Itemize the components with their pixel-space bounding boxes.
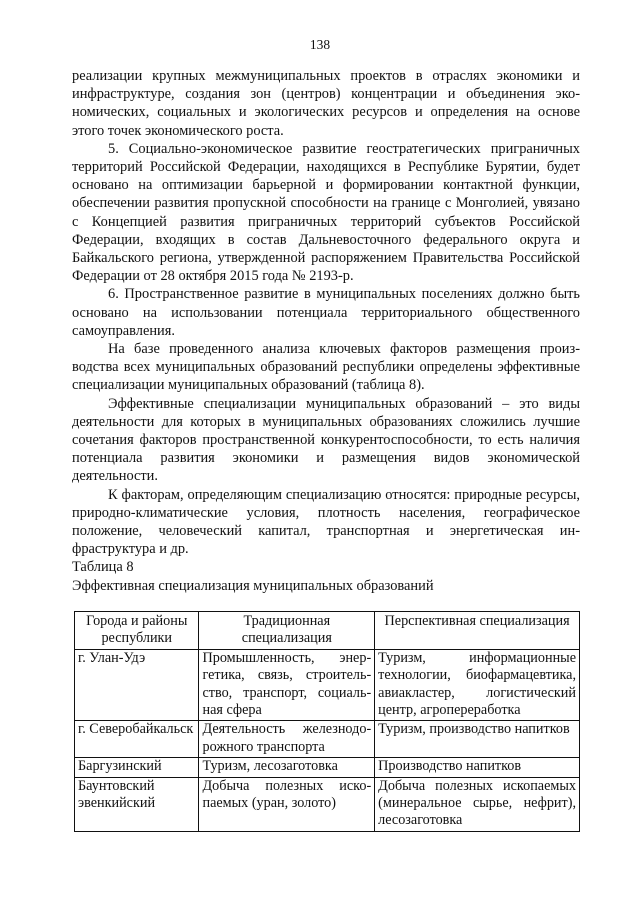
- table-cell: Баргузинский: [75, 758, 199, 777]
- table-cell: Промышленность, энергетика, связь, строительство, транспорт, социальная сфера: [199, 649, 375, 721]
- table-cell: Добыча полезных ископаемых (минеральное сырье, нефрит), лесозаготовка: [375, 777, 580, 831]
- column-header: Города и районы республики: [75, 611, 199, 649]
- specialization-table: [74, 611, 580, 832]
- table-cell: Туризм, лесозаготовка: [199, 758, 375, 777]
- paragraph: Эффективные специализации муниципальных образований – это виды деятельности для которых в муниципальных образованиях сложились лучшие сочетания факторов пространственной конкурентоспособности, то есть наличия потенциала развития экономики и размещения видов экономической деятельности.: [72, 395, 580, 485]
- table-label: Таблица 8: [72, 559, 134, 576]
- table-cell: Туризм, информационные технологии, биофармацевтика, авиакластер, логистический центр, агропереработка: [375, 649, 580, 721]
- paragraph: 5. Социально-экономическое развитие геостратегических приграничных территорий Российской Федерации, находящихся в Республике Бурятии, будет основано на оптимизации барьерной и формировании контактной функции, обеспечении развития пропускной способности на границе с Монголией, увязано с Концепцией развития приграничных территорий субъектов Российской Федерации, входящих в состав Дальневосточного федерального округа и Байкальского региона, утвержденной распоряжением Правительства Российской Федерации от 28 октября 2015 года № 2193-р.: [72, 140, 580, 285]
- table-cell: г. Северобайкальск: [75, 721, 199, 758]
- column-header: Традиционная специализация: [199, 611, 375, 649]
- table-cell: Туризм, производство напитков: [375, 721, 580, 758]
- column-header: Перспективная специализация: [375, 611, 580, 649]
- table-header-row: [75, 611, 580, 649]
- table-cell: Добыча полезных ископаемых (уран, золото): [199, 777, 375, 831]
- table-cell: Деятельность железнодорожного транспорта: [199, 721, 375, 758]
- paragraph: К факторам, определяющим специализацию относятся: природные ресурсы, природно-климатические условия, плотность населения, географическое положение, человеческий капитал, транспортная и энергетическая инфраструктура и др.: [72, 486, 580, 558]
- paragraph: На базе проведенного анализа ключевых факторов размещения производства всех муниципальных образований республики определены эффективные специализации муниципальных образований (таблица 8).: [72, 341, 580, 394]
- table-row: [75, 649, 580, 721]
- table-row: [75, 777, 580, 831]
- table-title: Эффективная специализация муниципальных образований: [72, 577, 434, 594]
- page-number: 138: [309, 37, 331, 52]
- table-cell: Баунтовский эвенкийский: [75, 777, 199, 831]
- table-row: [75, 758, 580, 777]
- paragraph: реализации крупных межмуниципальных проектов в отраслях экономики и инфраструктуре, создания зон (центров) концентрации и объединения экономических, социальных и экологических ресурсов и определения на основе этого точек экономического роста.: [72, 68, 580, 139]
- table-cell: г. Улан-Удэ: [75, 649, 199, 721]
- table-cell: Производство напитков: [375, 758, 580, 777]
- table-row: [75, 721, 580, 758]
- paragraph: 6. Пространственное развитие в муниципальных поселениях должно быть основано на использовании потенциала территориального общественного самоуправления.: [72, 286, 580, 339]
- body-text: [72, 67, 580, 832]
